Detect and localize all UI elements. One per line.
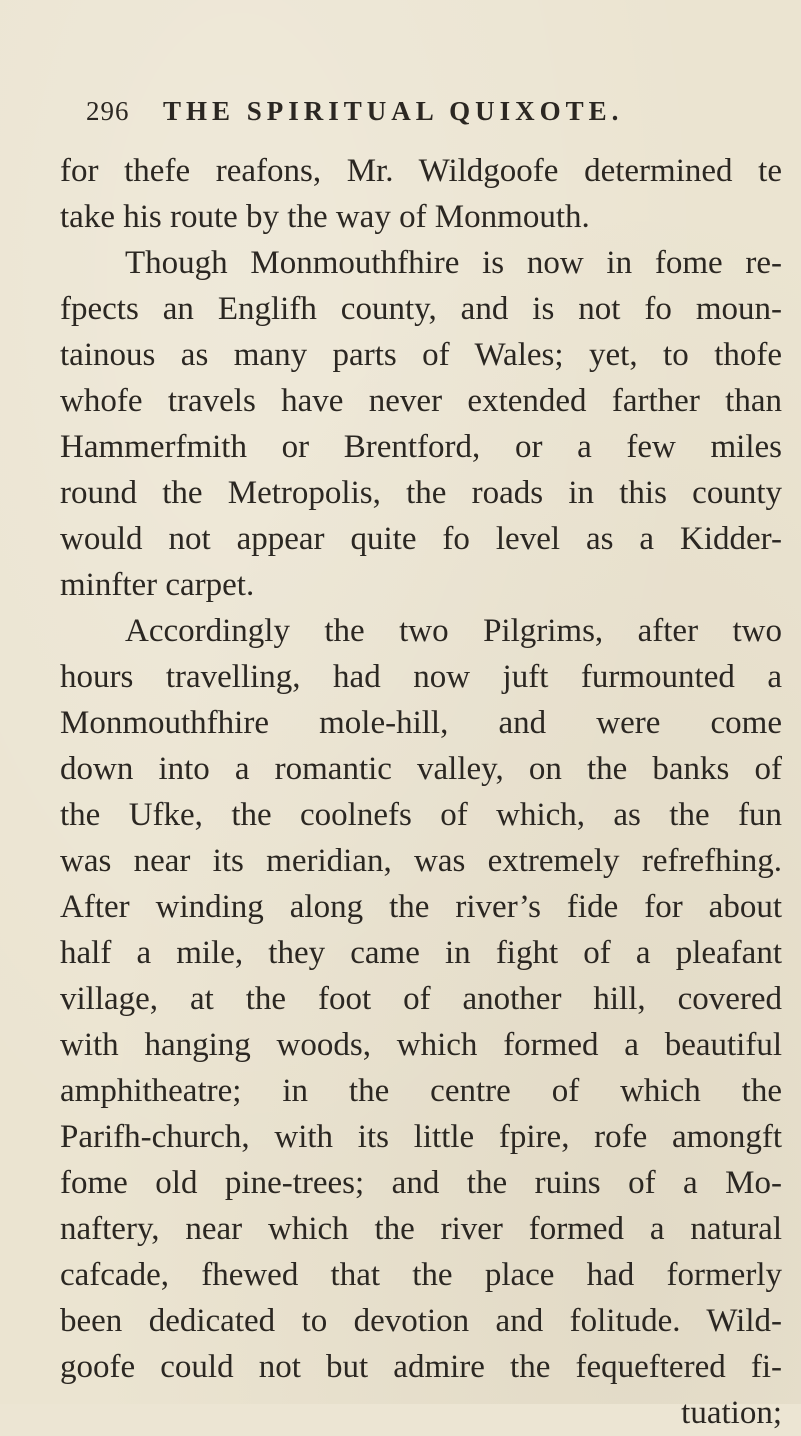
text-line: whofe travels have never extended farther than [60,383,782,419]
text-line: round the Metropolis, the roads in this county [60,475,782,511]
text-line: tainous as many parts of Wales; yet, to thofe [60,337,782,373]
text-line: been dedicated to devotion and folitude. Wild- [60,1303,782,1339]
text-line: with hanging woods, which formed a beautiful [60,1027,782,1063]
catchword: tuation; [681,1395,782,1431]
text-line: take his route by the way of Monmouth. [60,199,590,235]
text-line: Though Monmouthfhire is now in fome re- [125,245,782,281]
text-line: fome old pine-trees; and the ruins of a Mo- [60,1165,782,1201]
text-line: village, at the foot of another hill, covered [60,981,782,1017]
text-line: cafcade, fhewed that the place had formerly [60,1257,782,1293]
text-line: the Ufke, the coolnefs of which, as the fun [60,797,782,833]
text-line: Monmouthfhire mole-hill, and were come [60,705,782,741]
text-line: would not appear quite fo level as a Kidder- [60,521,782,557]
text-line: Hammerfmith or Brentford, or a few miles [60,429,782,465]
text-line: down into a romantic valley, on the banks of [60,751,782,787]
text-line: naftery, near which the river formed a natural [60,1211,782,1247]
text-line: After winding along the river’s fide for about [60,889,782,925]
running-head: THE SPIRITUAL QUIXOTE. [163,96,624,126]
text-line: goofe could not but admire the fequeftered fi- [60,1349,782,1385]
page-header [86,96,761,146]
text-line: Accordingly the two Pilgrims, after two [125,613,782,649]
text-line: for thefe reafons, Mr. Wildgoofe determined te [60,153,782,189]
text-line: amphitheatre; in the centre of which the [60,1073,782,1109]
text-line: half a mile, they came in fight of a pleafant [60,935,782,971]
text-line: fpects an Englifh county, and is not fo moun- [60,291,782,327]
page-number: 296 [86,96,130,126]
text-line: was near its meridian, was extremely refrefhing. [60,843,782,879]
text-line: hours travelling, had now juft furmounted a [60,659,782,695]
text-line: Parifh-church, with its little fpire, rofe amongft [60,1119,782,1155]
text-line: minfter carpet. [60,567,255,603]
